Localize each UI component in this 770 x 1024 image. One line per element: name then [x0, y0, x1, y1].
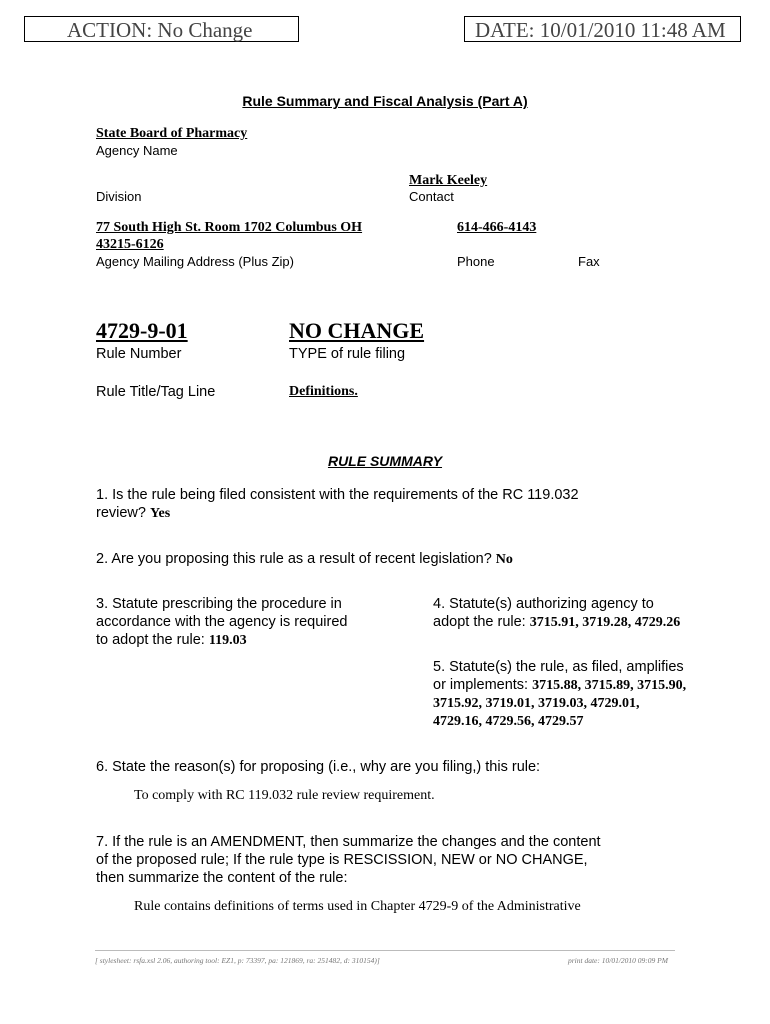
- contact-label: Contact: [409, 189, 454, 204]
- phone-label: Phone: [457, 254, 495, 269]
- footer-print-date: print date: 10/01/2010 09:09 PM: [568, 956, 668, 965]
- question-5-answer-line2: 3715.92, 3719.01, 3719.03, 4729.01,: [433, 696, 640, 711]
- fax-label: Fax: [578, 254, 600, 269]
- action-label: ACTION: No Change: [67, 18, 253, 42]
- address-line1: 77 South High St. Room 1702 Columbus OH: [96, 220, 363, 235]
- rule-title-label: Rule Title/Tag Line: [96, 384, 216, 400]
- rule-type-label: TYPE of rule filing: [289, 346, 406, 362]
- question-3-line2: accordance with the agency is required: [96, 614, 348, 630]
- question-7-line3: then summarize the content of the rule:: [96, 870, 348, 886]
- question-3-line1: 3. Statute prescribing the procedure in: [96, 596, 342, 612]
- question-6: 6. State the reason(s) for proposing (i.e., why are you filing,) this rule:: [96, 759, 541, 775]
- rule-title: Definitions.: [289, 384, 358, 399]
- question-4-text: adopt the rule:: [433, 614, 526, 630]
- question-1: [96, 486, 579, 523]
- date-label: DATE: 10/01/2010 11:48 AM: [475, 18, 726, 42]
- question-4-line2: [433, 613, 680, 632]
- question-3-text: to adopt the rule:: [96, 632, 205, 648]
- agency-name-label: Agency Name: [96, 143, 178, 158]
- rule-type: NO CHANGE: [289, 318, 425, 343]
- question-2-text: 2. Are you proposing this rule as a result of recent legislation?: [96, 551, 492, 567]
- action-box: [24, 16, 299, 42]
- question-1-line2: [96, 504, 579, 523]
- question-2: [96, 550, 513, 569]
- question-5: [433, 658, 686, 731]
- question-3-answer: 119.03: [208, 633, 247, 648]
- question-1-text: review?: [96, 505, 146, 521]
- question-4-line1: 4. Statute(s) authorizing agency to: [433, 596, 654, 612]
- question-5-text: or implements:: [433, 677, 529, 693]
- agency-name: State Board of Pharmacy: [96, 126, 248, 141]
- contact-name: Mark Keeley: [409, 173, 488, 188]
- question-5-line1: 5. Statute(s) the rule, as filed, amplifies: [433, 659, 684, 675]
- address-line2: 43215-6126: [96, 237, 164, 252]
- question-7-line2: of the proposed rule; If the rule type is RESCISSION, NEW or NO CHANGE,: [96, 852, 588, 868]
- phone-number: 614-466-4143: [457, 220, 537, 235]
- address-label: Agency Mailing Address (Plus Zip): [96, 254, 294, 269]
- question-7: [96, 833, 601, 887]
- question-5-line2: [433, 676, 686, 695]
- rule-number: 4729-9-01: [96, 318, 188, 343]
- question-4-answer: 3715.91, 3719.28, 4729.26: [529, 615, 681, 630]
- footer-stylesheet: [ stylesheet: rsfa.xsl 2.06, authoring tool: EZ1, p: 73397, pa: 121869, ra: 251482, d: 310154)]: [95, 956, 380, 965]
- question-5-answer-line1: 3715.88, 3715.89, 3715.90,: [532, 678, 687, 693]
- rule-number-label: Rule Number: [96, 346, 182, 362]
- page-title: Rule Summary and Fiscal Analysis (Part A): [242, 93, 528, 109]
- question-1-line1: 1. Is the rule being filed consistent with the requirements of the RC 119.032: [96, 487, 579, 503]
- question-4: [433, 595, 680, 632]
- question-6-answer: To comply with RC 119.032 rule review requirement.: [134, 788, 435, 803]
- rule-summary-heading: RULE SUMMARY: [327, 453, 443, 469]
- footer-divider: [95, 950, 675, 951]
- question-3: [96, 595, 347, 650]
- date-box: [464, 16, 741, 42]
- question-3-line3: [96, 631, 347, 650]
- question-7-line1: 7. If the rule is an AMENDMENT, then summarize the changes and the content: [96, 834, 601, 850]
- question-1-answer: Yes: [150, 506, 171, 521]
- question-5-answer-line3: 4729.16, 4729.56, 4729.57: [433, 714, 584, 729]
- division-label: Division: [96, 189, 142, 204]
- question-7-answer: Rule contains definitions of terms used in Chapter 4729-9 of the Administrative: [134, 899, 581, 914]
- question-2-answer: No: [495, 552, 513, 567]
